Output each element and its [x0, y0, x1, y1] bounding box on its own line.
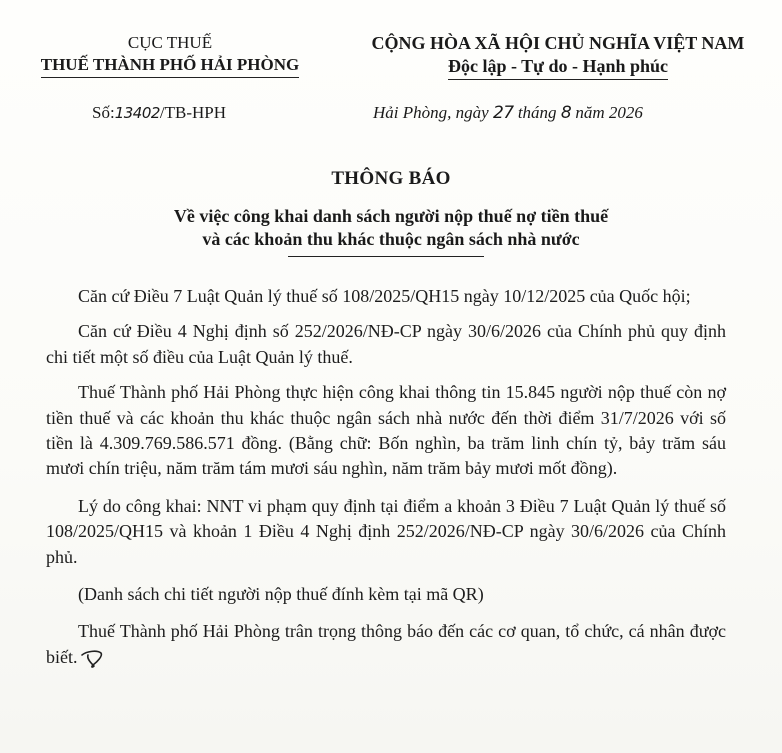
qr-attachment-note: (Danh sách chi tiết người nộp thuế đính kèm tại mã QR) — [78, 584, 484, 605]
subject-line-1: Về việc công khai danh sách người nộp thuế nợ tiền thuế — [173, 206, 609, 226]
notice-body — [46, 284, 726, 683]
subject-line-2: và các khoản thu khác thuộc ngân sách nhà nước — [202, 229, 580, 249]
notice-title: THÔNG BÁO — [331, 168, 451, 189]
national-motto: Độc lập - Tự do - Hạnh phúc — [448, 55, 668, 80]
subject-underline — [288, 256, 484, 257]
disclosure-statement: Thuế Thành phố Hải Phòng thực hiện công khai thông tin 15.845 người nộp thuế còn nợ tiền thuế và các khoản thu khác thuộc ngân sách nhà nước đến thời điểm 31/7/2026 với số tiền là 4.309.769.586.571 đồng. (Bằng chữ: Bốn nghìn, ba trăm linh chín tỷ, bảy trăm sáu mươi chín triệu, năm trăm tám mươi sáu nghìn, năm trăm bảy mươi mốt đồng). — [46, 382, 726, 479]
date-day: 27 — [492, 103, 514, 123]
national-header-block — [340, 32, 776, 80]
agency-parent: CỤC THUẾ — [127, 33, 213, 52]
closing-text: Thuế Thành phố Hải Phòng trân trọng thông báo đến các cơ quan, tổ chức, cá nhân được biết. — [46, 621, 726, 667]
legal-basis-law: Căn cứ Điều 7 Luật Quản lý thuế số 108/2025/QH15 ngày 10/12/2025 của Quốc hội; — [78, 286, 691, 306]
date-month-label: tháng — [517, 103, 557, 122]
reference-number-handwritten: 13402 — [114, 104, 160, 122]
closing-statement — [46, 619, 726, 670]
notice-subject — [0, 205, 782, 251]
date-place: Hải Phòng, ngày — [373, 103, 489, 122]
issue-date — [373, 103, 643, 123]
reference-suffix: /TB-HPH — [159, 103, 227, 122]
reference-number — [92, 103, 226, 123]
issuing-agency-block — [20, 32, 320, 78]
date-month: 8 — [560, 103, 572, 123]
legal-basis-decree: Căn cứ Điều 4 Nghị định số 252/2026/NĐ-CP ngày 30/6/2026 của Chính phủ quy định chi tiết một số điều của Luật Quản lý thuế. — [46, 321, 726, 367]
reference-prefix: Số: — [92, 103, 115, 122]
disclosure-reason: Lý do công khai: NNT vi phạm quy định tại điểm a khoản 3 Điều 7 Luật Quản lý thuế số 108/2025/QH15 và khoản 1 Điều 4 Nghị định 252/2026/NĐ-CP ngày 30/6/2026 của Chính phủ. — [46, 495, 726, 567]
agency-name: THUẾ THÀNH PHỐ HẢI PHÒNG — [41, 54, 300, 78]
country-name: CỘNG HÒA XÃ HỘI CHỦ NGHĨA VIỆT NAM — [371, 33, 745, 53]
date-year: năm 2026 — [575, 103, 643, 122]
handwritten-initials-icon — [79, 649, 105, 671]
